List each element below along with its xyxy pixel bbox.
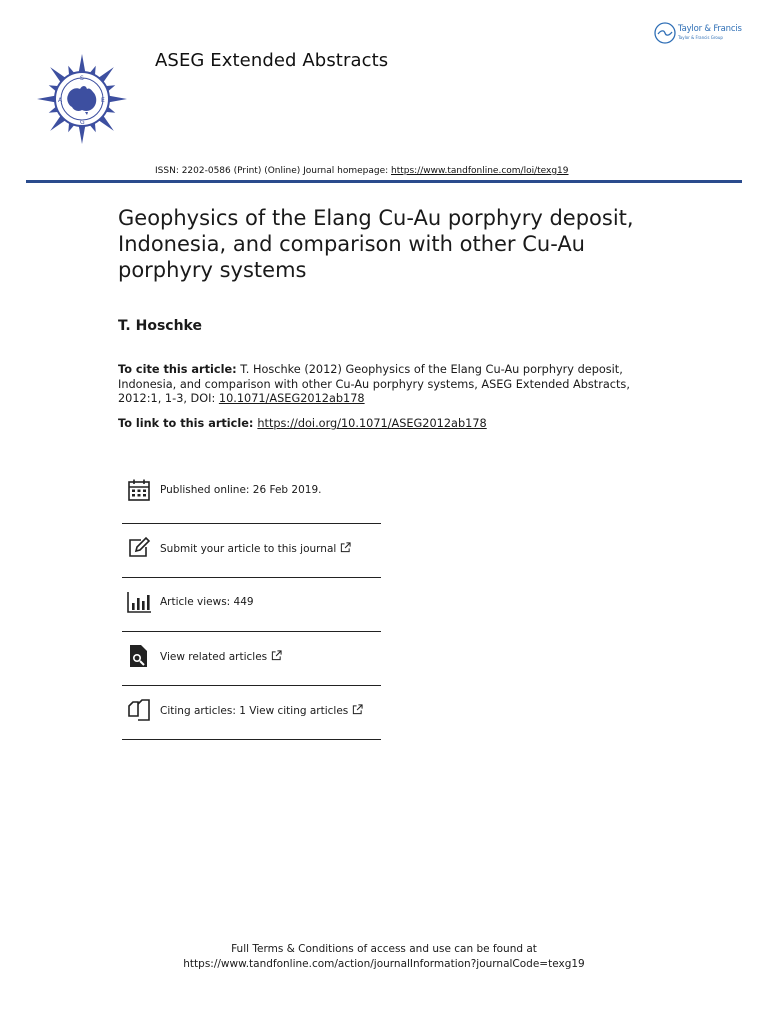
citing-documents-icon — [127, 698, 151, 722]
submit-row[interactable] — [122, 524, 381, 578]
article-author[interactable]: T. Hoschke — [118, 318, 202, 334]
calendar-icon — [127, 478, 151, 502]
journal-title[interactable]: ASEG Extended Abstracts — [155, 50, 389, 71]
citing-articles-label: Citing articles: 1 View citing articles — [160, 705, 349, 717]
views-row — [122, 578, 381, 632]
citation-block — [118, 363, 658, 407]
published-date: Published online: 26 Feb 2019. — [160, 484, 322, 496]
seal-graphic — [34, 54, 130, 144]
submit-article-label: Submit your article to this journal — [160, 543, 337, 555]
header-divider — [26, 180, 742, 183]
related-row[interactable] — [122, 632, 381, 686]
footer-line-1: Full Terms & Conditions of access and use can be found at — [231, 943, 537, 955]
footer-terms-url[interactable]: https://www.tandfonline.com/action/journalInformation?journalCode=texg19 — [183, 958, 585, 970]
journal-homepage-link[interactable]: https://www.tandfonline.com/loi/texg19 — [391, 166, 569, 176]
doi-link[interactable]: 10.1071/ASEG2012ab178 — [218, 392, 365, 405]
cite-text: T. Hoschke (2012) Geophysics of the Elang Cu-Au porphyry deposit, Indonesia, and comparison with other Cu-Au porphyry systems, ASEG Extended Abstracts, 2012:1, 1-3, DOI: — [118, 363, 630, 405]
publisher-name: Taylor & Francis — [678, 24, 742, 34]
article-info-list — [122, 466, 381, 740]
external-link-icon — [271, 650, 282, 661]
citing-articles-link[interactable] — [160, 704, 363, 717]
link-label: To link to this article: — [118, 417, 258, 430]
publisher-tagline: Taylor & Francis Group — [678, 35, 723, 40]
footer-terms — [0, 942, 768, 972]
issn-line — [155, 166, 569, 176]
external-link-icon — [340, 542, 351, 553]
seal-letter-e: E — [101, 97, 105, 104]
published-row — [122, 466, 381, 524]
article-views: Article views: 449 — [160, 596, 254, 608]
aseg-seal-logo — [34, 54, 130, 144]
publisher-logo[interactable] — [654, 22, 754, 48]
seal-letter-s: S — [80, 75, 84, 82]
related-articles-link[interactable] — [160, 650, 282, 663]
edit-icon — [127, 536, 151, 560]
search-document-icon — [127, 644, 151, 668]
bar-chart-icon — [127, 590, 151, 614]
seal-letter-a: A — [58, 97, 63, 104]
submit-article-link[interactable] — [160, 542, 351, 555]
article-link-line — [118, 417, 487, 430]
citing-row[interactable] — [122, 686, 381, 740]
article-title: Geophysics of the Elang Cu-Au porphyry deposit, Indonesia, and comparison with other Cu-Au porphyry systems — [118, 206, 634, 282]
related-articles-label: View related articles — [160, 651, 268, 663]
article-doi-url[interactable]: https://doi.org/10.1071/ASEG2012ab178 — [257, 417, 487, 430]
issn-text: ISSN: 2202-0586 (Print) (Online) Journal homepage: — [155, 166, 391, 176]
taylor-francis-icon — [654, 22, 676, 44]
cite-label: To cite this article: — [118, 363, 237, 376]
seal-letter-g: G — [80, 119, 85, 126]
external-link-icon — [352, 704, 363, 715]
